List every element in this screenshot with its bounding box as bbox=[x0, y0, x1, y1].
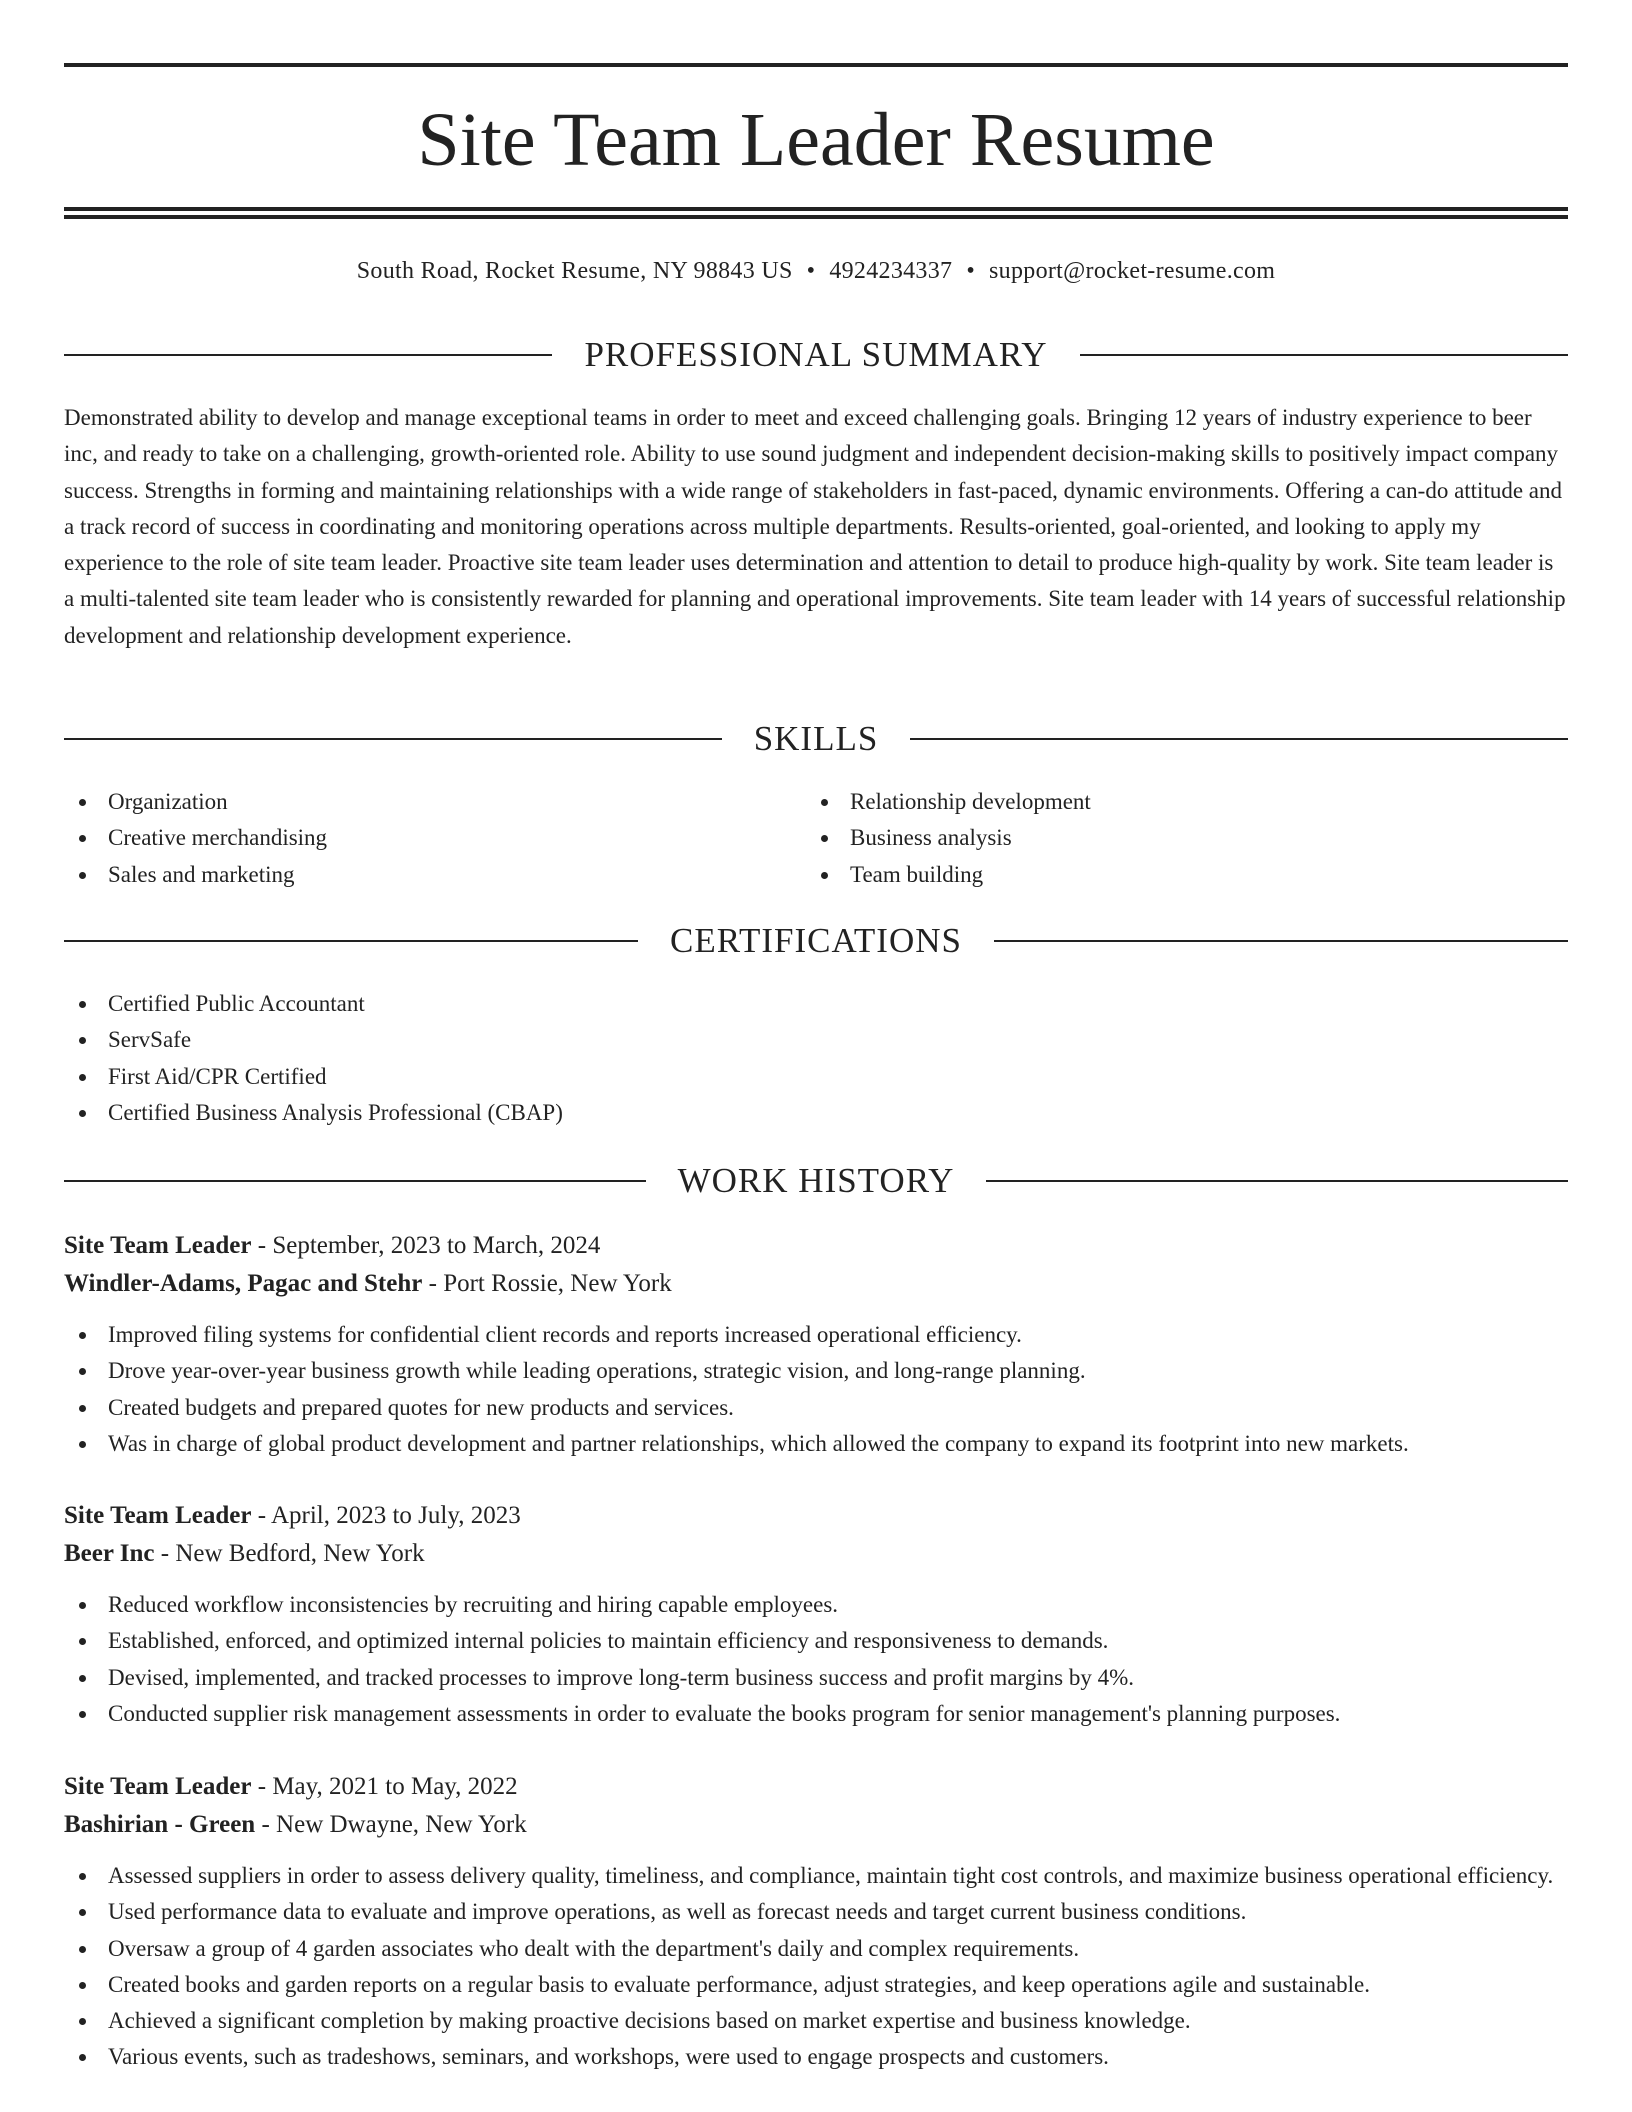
job-role: Site Team Leader bbox=[64, 1502, 252, 1529]
section-rule bbox=[64, 738, 722, 740]
certifications-list bbox=[64, 986, 1568, 1131]
job-bullet: Improved filing systems for confidential client records and reports increased operational efficiency. bbox=[64, 1317, 1568, 1353]
skill-item: Relationship development bbox=[806, 784, 1548, 820]
job-location: Port Rossie, New York bbox=[443, 1270, 672, 1297]
contact-email: support@rocket-resume.com bbox=[989, 258, 1276, 284]
skill-item: Team building bbox=[806, 857, 1548, 893]
skills-column-right bbox=[806, 784, 1548, 893]
job-bullet: Created books and garden reports on a regular basis to evaluate performance, adjust strategies, and keep operations agile and sustainable. bbox=[64, 1967, 1568, 2003]
section-header-certifications bbox=[64, 919, 1568, 963]
section-rule bbox=[64, 940, 638, 942]
job-bullet: Oversaw a group of 4 garden associates who dealt with the department's daily and complex requirements. bbox=[64, 1931, 1568, 1967]
job-role: Site Team Leader bbox=[64, 1232, 252, 1259]
section-rule bbox=[64, 1180, 646, 1182]
job-location: New Bedford, New York bbox=[175, 1540, 425, 1567]
job-role: Site Team Leader bbox=[64, 1773, 252, 1800]
job-bullet: Assessed suppliers in order to assess delivery quality, timeliness, and compliance, maintain tight cost controls, and maximize business operational efficiency. bbox=[64, 1858, 1568, 1894]
job-title-line: Site Team Leader - May, 2021 to May, 2022 bbox=[64, 1773, 518, 1800]
section-title-skills: SKILLS bbox=[753, 719, 879, 758]
skills-column-left bbox=[64, 784, 806, 893]
contact-separator: • bbox=[806, 258, 816, 284]
job-bullet: Devised, implemented, and tracked processes to improve long-term business success and profit margins by 4%. bbox=[64, 1660, 1568, 1696]
job-bullet: Used performance data to evaluate and improve operations, as well as forecast needs and target current business conditions. bbox=[64, 1894, 1568, 1930]
job-bullet: Various events, such as tradeshows, seminars, and workshops, were used to engage prospects and customers. bbox=[64, 2039, 1568, 2075]
section-rule bbox=[1080, 354, 1568, 356]
section-rule bbox=[910, 738, 1568, 740]
contact-address: South Road, Rocket Resume, NY 98843 US bbox=[356, 258, 793, 284]
job-company: Beer Inc bbox=[64, 1540, 155, 1567]
job-dates: April, 2023 to July, 2023 bbox=[270, 1502, 521, 1529]
certification-item: Certified Public Accountant bbox=[64, 986, 1568, 1022]
skill-item: Sales and marketing bbox=[64, 857, 806, 893]
job-location: New Dwayne, New York bbox=[276, 1811, 527, 1838]
skills-list bbox=[64, 784, 1568, 893]
section-title-work-history: WORK HISTORY bbox=[677, 1161, 955, 1200]
skill-item: Creative merchandising bbox=[64, 820, 806, 856]
title-rule-lower bbox=[64, 215, 1568, 219]
job-entry bbox=[64, 1227, 1568, 1462]
job-bullet: Achieved a significant completion by making proactive decisions based on market expertise and business knowledge. bbox=[64, 2003, 1568, 2039]
section-title-summary: PROFESSIONAL SUMMARY bbox=[584, 335, 1048, 374]
certification-item: Certified Business Analysis Professional (CBAP) bbox=[64, 1095, 1568, 1131]
section-rule bbox=[994, 940, 1568, 942]
job-bullets bbox=[64, 1858, 1568, 2076]
contact-separator: • bbox=[966, 258, 976, 284]
title-rule-upper bbox=[64, 207, 1568, 211]
job-company-line: Beer Inc - New Bedford, New York bbox=[64, 1540, 425, 1567]
certification-item: First Aid/CPR Certified bbox=[64, 1059, 1568, 1095]
job-company-line: Windler-Adams, Pagac and Stehr - Port Rossie, New York bbox=[64, 1270, 672, 1297]
job-entry bbox=[64, 1497, 1568, 1732]
skill-item: Organization bbox=[64, 784, 806, 820]
job-title-line: Site Team Leader - September, 2023 to March, 2024 bbox=[64, 1232, 601, 1259]
top-rule bbox=[64, 63, 1568, 67]
section-header-work-history bbox=[64, 1159, 1568, 1203]
job-bullet: Reduced workflow inconsistencies by recruiting and hiring capable employees. bbox=[64, 1587, 1568, 1623]
job-company-line: Bashirian - Green - New Dwayne, New York bbox=[64, 1811, 527, 1838]
job-dates: May, 2021 to May, 2022 bbox=[272, 1773, 518, 1800]
job-title-line: Site Team Leader - April, 2023 to July, 2023 bbox=[64, 1502, 521, 1529]
section-rule bbox=[986, 1180, 1568, 1182]
job-dates: September, 2023 to March, 2024 bbox=[272, 1232, 601, 1259]
certification-item: ServSafe bbox=[64, 1022, 1568, 1058]
section-title-certifications: CERTIFICATIONS bbox=[670, 921, 962, 960]
contact-phone: 4924234337 bbox=[829, 258, 953, 284]
job-bullets bbox=[64, 1587, 1568, 1732]
job-bullet: Conducted supplier risk management assessments in order to evaluate the books program for senior management's planning purposes. bbox=[64, 1696, 1568, 1732]
contact-line bbox=[64, 254, 1568, 288]
job-bullets bbox=[64, 1317, 1568, 1462]
job-bullet: Drove year-over-year business growth while leading operations, strategic vision, and long-range planning. bbox=[64, 1353, 1568, 1389]
summary-text: Demonstrated ability to develop and manage exceptional teams in order to meet and exceed challenging goals. Bringing 12 years of industry experience to beer inc, and ready to take on a challenging, growth-oriented role. Ability to use sound judgment and independent decision-making skills to positively impact company success. Strengths in forming and maintaining relationships with a wide range of stakeholders in fast-paced, dynamic environments. Offering a can-do attitude and a track record of success in coordinating and monitoring operations across multiple departments. Results-oriented, goal-oriented, and looking to apply my experience to the role of site team leader. Proactive site team leader uses determination and attention to detail to produce high-quality by work. Site team leader is a multi-talented site team leader who is consistently rewarded for planning and operational improvements. Site team leader with 14 years of successful relationship development and relationship development experience. bbox=[64, 405, 1566, 648]
page-title: Site Team Leader Resume bbox=[417, 98, 1215, 182]
section-header-summary bbox=[64, 333, 1568, 377]
job-bullet: Was in charge of global product development and partner relationships, which allowed the company to expand its footprint into new markets. bbox=[64, 1426, 1568, 1462]
job-entry bbox=[64, 1768, 1568, 2076]
job-company: Bashirian - Green bbox=[64, 1811, 256, 1838]
section-rule bbox=[64, 354, 552, 356]
job-bullet: Established, enforced, and optimized internal policies to maintain efficiency and responsiveness to demands. bbox=[64, 1623, 1568, 1659]
job-bullet: Created budgets and prepared quotes for new products and services. bbox=[64, 1390, 1568, 1426]
job-company: Windler-Adams, Pagac and Stehr bbox=[64, 1270, 423, 1297]
skill-item: Business analysis bbox=[806, 820, 1548, 856]
section-header-skills bbox=[64, 717, 1568, 761]
